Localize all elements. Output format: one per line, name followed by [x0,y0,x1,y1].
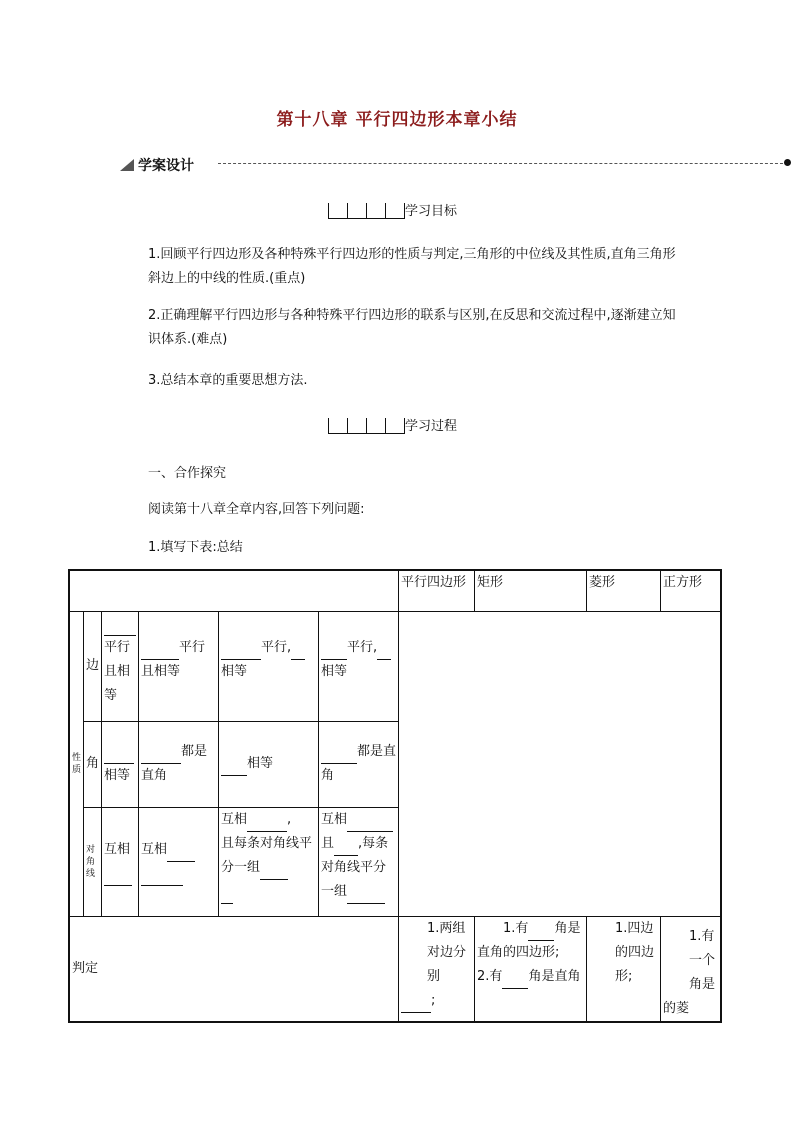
process-heading [328,415,457,434]
row-label-criteria: 判定 [69,916,399,1022]
box-decoration [328,203,405,219]
question-1: 1.填写下表:总结 [148,540,243,555]
row-label-side: 边 [84,611,102,721]
table-cell: 1.有一个角是 的菱 [661,916,721,1022]
dotted-divider [218,163,788,164]
table-cell: 互相 [139,807,219,916]
box-decoration [328,418,405,434]
divider-end-dot [784,159,791,166]
goals-heading [328,200,457,219]
summary-table [68,569,722,1023]
table-cell: 都是直角 [319,721,399,807]
part-heading: 一、合作探究 [148,466,227,481]
section-heading [120,155,194,175]
header-cell: 正方形 [661,570,721,611]
table-cell: 平行且相等 [139,611,219,721]
table-cell: 相等 [102,721,139,807]
table-cell: 相等 [219,721,319,807]
header-cell: 平行四边形 [399,570,475,611]
header-cell: 菱形 [587,570,661,611]
triangle-icon [120,159,134,171]
property-label: 性质 [69,611,84,916]
table-row [69,916,721,1022]
goal-item-1: 1.回顾平行四边形及各种特殊平行四边形的性质与判定,三角形的中位线及其性质,直角三角形斜边上的中线的性质.(重点) [148,247,676,286]
table-cell: 1.两组对边分别 ; [399,916,475,1022]
table-cell: 互相 , 且每条对角线平分一组 [219,807,319,916]
table-cell: 平行, 相等 [319,611,399,721]
table-cell: 平行, 相等 [219,611,319,721]
table-cell: 互相 [102,807,139,916]
process-heading-text: 学习过程 [405,419,458,434]
header-cell: 矩形 [475,570,587,611]
goal-item-3: 3.总结本章的重要思想方法. [148,373,308,388]
page-title: 第十八章 平行四边形本章小结 [276,110,518,130]
table-row [69,611,721,721]
table-header-row [69,570,721,611]
table-cell: 平行且相等 [102,611,139,721]
blank-area [399,611,721,916]
goals-heading-text: 学习目标 [405,204,458,219]
row-label-angle: 角 [84,721,102,807]
row-label-diagonal: 对角线 [84,807,102,916]
table-cell: 1.四边的四边形; [587,916,661,1022]
table-cell: 互相 且 ,每条对角线平分一组 [319,807,399,916]
table-cell: 1.有 角是直角的四边形; 2.有 角是直角 [475,916,587,1022]
corner-cell [69,570,399,611]
table-cell: 都是直角 [139,721,219,807]
read-prompt: 阅读第十八章全章内容,回答下列问题: [148,502,365,517]
section-heading-text: 学案设计 [138,158,194,174]
goal-item-2: 2.正确理解平行四边形与各种特殊平行四边形的联系与区别,在反思和交流过程中,逐渐建立知识体系.(难点) [148,308,676,347]
